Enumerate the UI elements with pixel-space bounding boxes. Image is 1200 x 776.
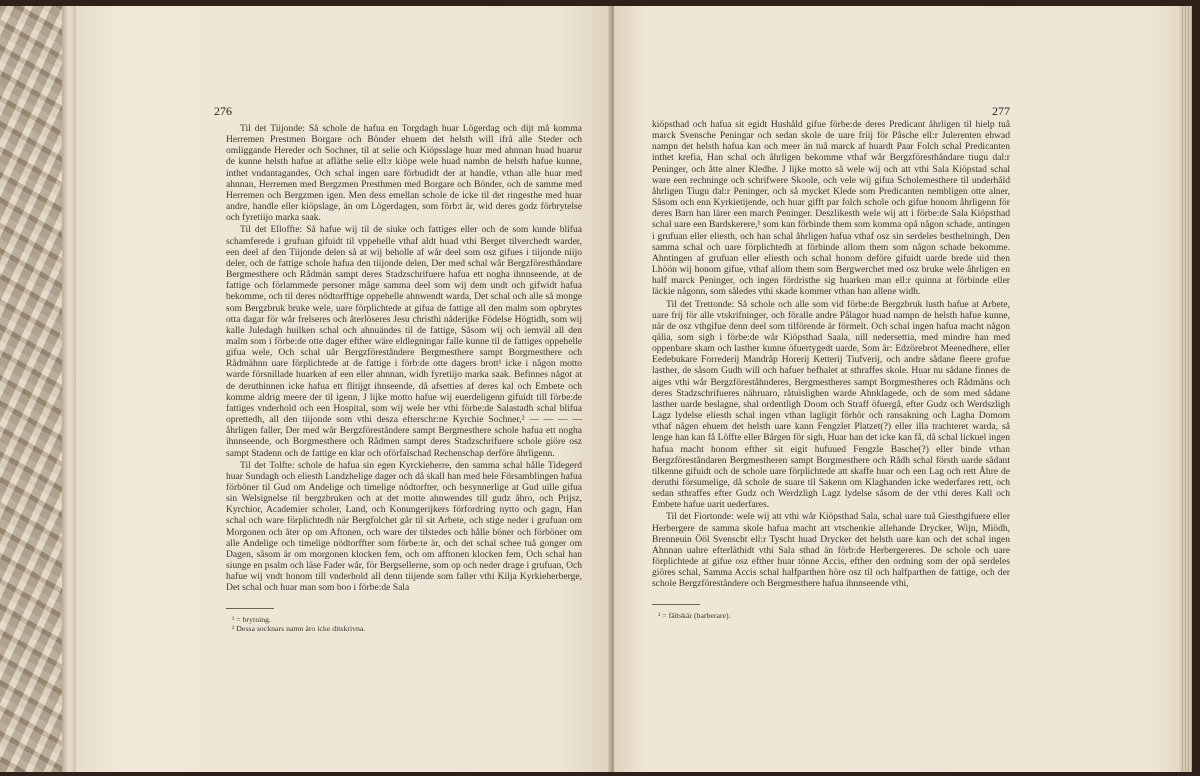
paragraph: Til det Fiortonde: wele wij att vthi wår Kiöpsthad Sala, schal uare tuå Giesthgifuere eller Herbergere de samma skole hafua macht att vtschenkie allehande Drycker, Wijn, Miödh, Brenneuin Ööl Svenscht ell:r Tyscht huad Drycker det helsth uare kan och det schal ingen Ahnnan uahre efterläthidt vthi Sala sthad än förb:de Herbergereres. De schole och uare förplichtede at gifue osz efther huar tönne Accis, efther den ordning som der opå serdeles giöres schal, Samma Accis schal halfparthen höre osz til och halfparthen de fattige, och der schole Bergzföreståndere och Bergmesthere hafua ihnnseende vthi,	[652, 511, 1010, 590]
footnote: ¹ = fältskär (barberare).	[658, 610, 731, 620]
paragraph: Til det Elloffte: Så hafue wij til de siuke och fattiges eller och de som kunde blifua schamferede i grufuan gifuidt til vppehelle vthaf aldt huad vthi Berget tilverchedt warder, een deel af den Tiijonde delen så at wij beholle af wår deel som osz gifues i tiijonde niijo deler, och de fattige schole hafua den tiijonde delen, Der med schal wår Bergzföresthåndare Bergmesthere och Rådmän sampt deres Stadzschrifuere hafua ett nogha ihnnseende, at de fattige och förlammede personer måge samma deel som wij dem undt och gifwidt hafua bekomme, och til deres nödtorfftige oppehelle ahnwendt warda, Det schal och alle så monge som Bergzbruk bruke wele, uare förplichtede at gifua de fattige all den malm som opbrytes otta dagar för wår frelseres och återlöseres Jesu christhi nåderijke Födelse Högtidh, som wij kalle Juledagh huilken schal och ahnuändes til de fattige, Såsom wij och iemväl all den malm som i förbe:de otte dager efther wäre eldlegningar falle kunne til de fattiges oppehelle gifua wele, Och schal uår Bergzförestândere Bergmesthere sampt Borgmesthere och Rådmähnn uare förplichtede at de fattige i förb:de otte dagers brott¹ icke i någon motto warde försnillade huarken af een eller ahnnan, widh fyretiijo marka saak. Befinnes något at de deruthinnen icke hafua ett flitijgt ihnseende, då afsetties af deres kal och Embete och komme aldrig meere der til igenn, J lijke motto hafue wij euerdeligenn gifuidt till förbe:de fattiges vnderhold och een Hospital, som wij wele her vthi förbe:de Salastadh schal blifua oprettedh, all den tiijonde som vthi desza efterschr:ne Kyrchie Sochner,² — — — — åhrligen faller, Der med wår Bergzföreståndere sampt Bergmesthere schole hafua ett nogha ihnnseende, och Borgmesthere och Rådmen sampt deres Stadzschrifuere schole giöre osz sampt Stadenn och de fattige en klar och oförfalschad Rechenschap derföre åhrligenn.	[226, 224, 582, 459]
footnote-rule	[652, 604, 700, 605]
open-book	[0, 6, 1192, 772]
left-page-text	[226, 123, 582, 634]
right-page-text	[652, 119, 1010, 620]
page-number: 276	[214, 104, 232, 118]
paragraph: Til det Trettonde: Så schole och alle som vid förbe:de Bergzbruk lusth hafue at Arbete, uare frij för alle vtskrifninger, och föralle andre Pålagor huad nampn de helsth hafue kunne, när de osz vthgifue denn deel som tilförende är förmelt. Och schal ingen hafua macht någon qälia, som sigh i förbe:de wår Kiöpsthad Saala, uill nedersettia, med mindre han med oppenbare skam och lasther kunne öfuertygedt uarde, Som är: Edzörebrot Meenedhere, eller Eedebukare Forrederij Mandråp Horerij Ketterij Tiufverij, och andre sådane fleere grofue lasther, de såsom Gudh will och hafuer befhalet at sthraffes skole. Huar nu sådane finnes de aiges vthi wår Bergzföreståhnderes, Bergmestheres sampt Borgmestheres och Rådmäns och deres Stadzschrifueres nähruaro, råtuislighen warde Ahnklagede, och de som med sådane lasther uarde beslagne, shal ordentligh Doom och Straff öfuergå, efter Gudz och Werdszligh Lagz lydelse eliesth schal ingen vthan lagligit förhör och ransakning och Lagha Domom vthaf någen ehuem det helsth uare kann Fengzlet Platzet(?) eller illa trachteret warda, så lenge han kan få Löffte eller Bårgen för sigh, Huar han det icke kan få, då schal lickuel ingen hafua macht honom efther sit eigit hufuued Fengzle Basche(?) eller binde vthan Bergzföreståndaren Bergmestheren sampt Borgmesthere och Rådh schal försth uarde sådant tilkenne gifuidt och de schole uare förplichtede att skaffe huar och een Lag och rett Åhre de deruthi försumelige, då schole de suare til Sakenn om Klaghanden icke wederfares rett, och sedan sthraffes efter Gudz och Werdzligh Lagz lydelse såsom de der vthi deres Kall och Embete hafue uarit uederfares.	[652, 298, 1010, 511]
page-stack-left	[62, 6, 76, 772]
page-number: 277	[992, 104, 1010, 118]
paragraph: kiöpsthad och hafua sit egidt Hushåld gifue förbe:de deres Predicant åhrligen til hielp tuå marck Svensche Peningar och sedan skole de uare friij för Påsche ell:r Julerenten ehwad nampn det helsth hafua kan och meer än tuå marck af huardt Paar Folch schal Predicanten inthet krefia, Han schal och åhrligen bekomme vthaf wår Bergzföresthåndare tiugu dal:r Peninger, och åtte alner Kledhe. J lijke motto så wele wij och att vthi Sala Kiöpstad schal ware een rechninge och schrifwere Skoole, och vele wij gifua Scholemesthere til underhåld åhrligen Tiugu dal:r Peninger, och så mycket Klede som Predicanten nembligen otte alner, Såsom och enn Kyrkietijende, och huar gifft par folch schole och gifue honom åhrligenn för deres Barn han lärer een march Peninger. Deszlikesth wele wij att i förbe:de Sala Kiöpsthad schal uare een Bardskerere,¹ som kan förbinde them som komma opå någon schade, antingen i grufuan eller eliesth, och han schal åhrligen hafua vthaf osz sin serdeles besthelningh, Den samma schal och uare förplichtedh at förbinde allom them som någon schade bekomme. Ahntingen af grufuan eller eliesth och schal honom deföre gifuidt uarde brede uid then Lhöön wij honom gifue, vthaf allom them som Bergwerchet med osz bruke wele åhrligen en half marck Peninger, och ingen fördristhe sig huarken man ell:r quinna at förbinde eller läckie någonn, som således vthi skade kommer vthan han allene widh.	[652, 119, 1010, 298]
footnote-rule	[226, 608, 274, 609]
paragraph: Til det Tolfte: schole de hafua sin egen Kyrckieherre, den samma schal hålle Tidegerd huar Sundagh och eliesth Landzhelige dager och då skall han med hele Församblingen hafua förböner til Gud om Andelige och timelige nödtorfter, och besynnerlige at Gud uille gifua sin Welsignelse til bergzbruken och at det motte ahnwendes till gudz åhro, och Prijsz, Kyrchior, Academier scholer, Land, och Konungerijkers förfordring nytto och gagn, Han schal och ware förplichtedh när Bergfolchet går til sit Arbete, och stige neder i grufuan om Morgonen och åter op om Aftonen, och ware der tilstedes och hålle böner och förböner om alle Andelige och timelige nödtorffter som förbe:te är, och det schal schee tuå gonger om Dagen, såsom är om morgonen klocken fem, och om afftonen klocken fem, Och schal han siunge en psalm och läse Fader wår, för Bergsellerne, som op och neder drage i grufuan, Och hafue wij vndt honom till vnderhold all denn tiijende som faller vthi Kilja Kyrkieherberge, Det schal och huar man som boo i förbe:de Sala	[226, 459, 582, 594]
footnote: ¹ = brytning.	[232, 614, 272, 624]
page-stack-right	[1180, 6, 1192, 772]
paragraph: Til det Tiijonde: Så schole de hafua en Torgdagh huar Lögerdag och dijt må komma Herremen Prestmen Borgare och Bönder ehuem det helsth will ifrå alle Steder och omliggande Hereder och Sochner, til at selie och Kiöpsslage huar med ahnnan huad huarur de kunne helsth hafue at afläthe selie ell:r kiöpe wele huad nambn de helsth hafue kunne, inthet vndantagandes, Och schal ingen uare förbudidt der at handle, vthan alle huar med ahnnan, Herremen med Bergzmen Presthmen med Borgare och Bönder, och de samme med Herremen och Bergzmen igen. Men dess emellan schole de icke til det ringesthe med huar andre, handle eller kiöpslage, än om Lögerdagen, som förb:t är, wid deres godz förbrytelse och fyretiijo marka saak.	[226, 123, 582, 224]
footnote: ² Dessa socknars namn äro icke ditskrivna.	[232, 624, 366, 634]
right-page	[614, 6, 1180, 772]
left-page	[76, 6, 612, 772]
